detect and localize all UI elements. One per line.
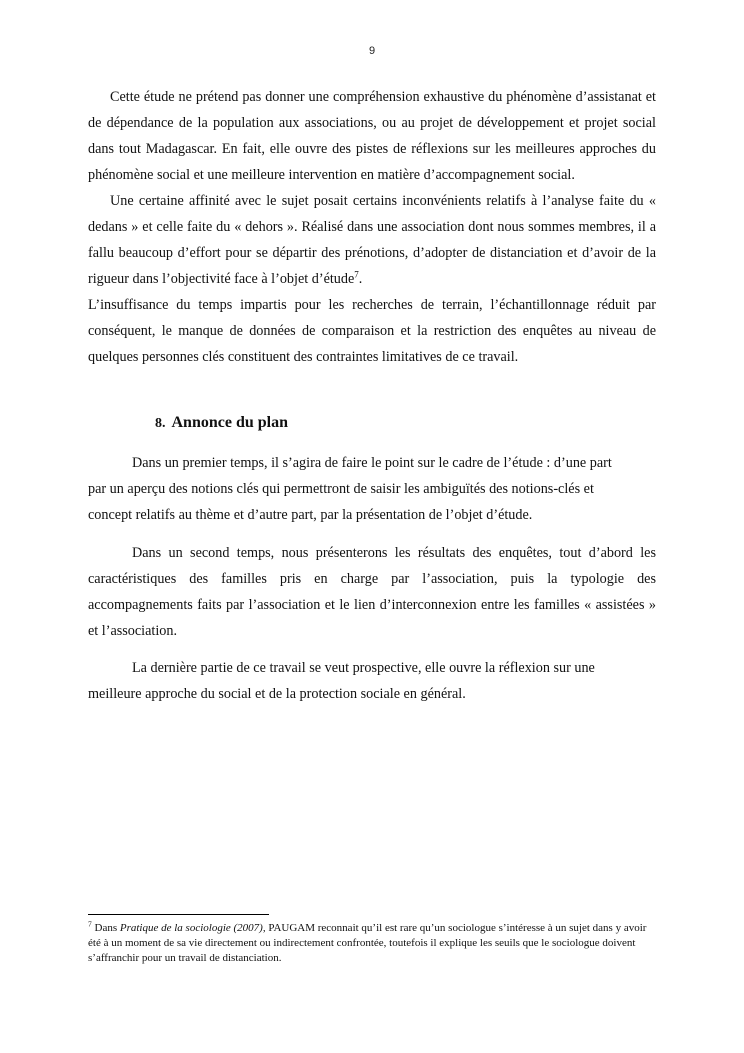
section-number: 8. xyxy=(155,416,166,431)
intro-paragraph-2 xyxy=(88,188,656,292)
plan-paragraph-2-block xyxy=(88,540,656,644)
footnote-book-title: Pratique de la sociologie (2007), xyxy=(119,922,266,934)
plan-paragraph-3-line-1: La dernière partie de ce travail se veut prospective, elle ouvre la réflexion sur une xyxy=(132,660,595,676)
intro-section xyxy=(88,84,656,370)
intro-paragraph-3: L’insuffisance du temps impartis pour les recherches de terrain, l’échantillonnage réduit par conséquent, le manque de données de comparaison et la restriction des enquêtes au niveau de quelques personnes clés constituent des contraintes limitatives de ce travail. xyxy=(88,297,656,365)
page-number: 9 xyxy=(368,45,376,57)
plan-paragraph-1-line-1: Dans un premier temps, il s’agira de faire le point sur le cadre de l’étude : d’une part xyxy=(132,455,612,471)
section-title: Annonce du plan xyxy=(171,414,288,431)
footnote-text: PAUGAM reconnait qu’il est rare qu’un sociologue s’intéresse à un sujet dans y avoir été à un moment de sa vie directement ou indirectement confrontée, toutefois il explique les seuils que le sociologue doivent s’affranchir pour un travail de distanciation. xyxy=(88,922,647,964)
footnote-reference: 7 xyxy=(354,269,359,280)
plan-paragraph-1 xyxy=(88,450,656,528)
footnote xyxy=(88,921,648,966)
intro-paragraph-2-text: Une certaine affinité avec le sujet posait certains inconvénients relatifs à l’analyse faite du « dedans » et celle faite du « dehors ». Réalisé dans une association dont nous sommes membres, il a fallu beaucoup d’effort pour se départir des prénotions, d’adopter de distanciation et d’avoir de la rigueur dans l’objectivité face à l’objet d’étude xyxy=(88,193,656,287)
intro-paragraph-2-end: . xyxy=(358,271,363,287)
section-heading xyxy=(155,414,288,432)
footnote-separator xyxy=(88,914,269,915)
plan-paragraph-1-line-2: par un aperçu des notions clés qui permettront de saisir les ambiguïtés des notions-clés et xyxy=(88,481,594,497)
plan-paragraph-2: Dans un second temps, nous présenterons les résultats des enquêtes, tout d’abord les caractéristiques des familles pris en charge par l’association, puis la typologie des accompagnements faits par l’association et le lien d’interconnexion entre les familles « assistées » et l’association. xyxy=(88,545,656,639)
footnote-prefix: Dans xyxy=(91,922,120,934)
plan-paragraph-3 xyxy=(88,655,656,707)
plan-paragraph-1-line-3: concept relatifs au thème et d’autre part, par la présentation de l’objet d’étude. xyxy=(88,507,533,523)
footnote-mark: 7 xyxy=(88,919,92,929)
plan-paragraph-3-line-2: meilleure approche du social et de la protection sociale en général. xyxy=(88,686,466,702)
intro-paragraph-1: Cette étude ne prétend pas donner une compréhension exhaustive du phénomène d’assistanat et de dépendance de la population aux associations, ou au projet de développement et projet social dans tout Madagascar. En fait, elle ouvre des pistes de réflexions sur les meilleures approches du phénomène social et une meilleure intervention en matière d’accompagnement social. xyxy=(88,89,656,183)
